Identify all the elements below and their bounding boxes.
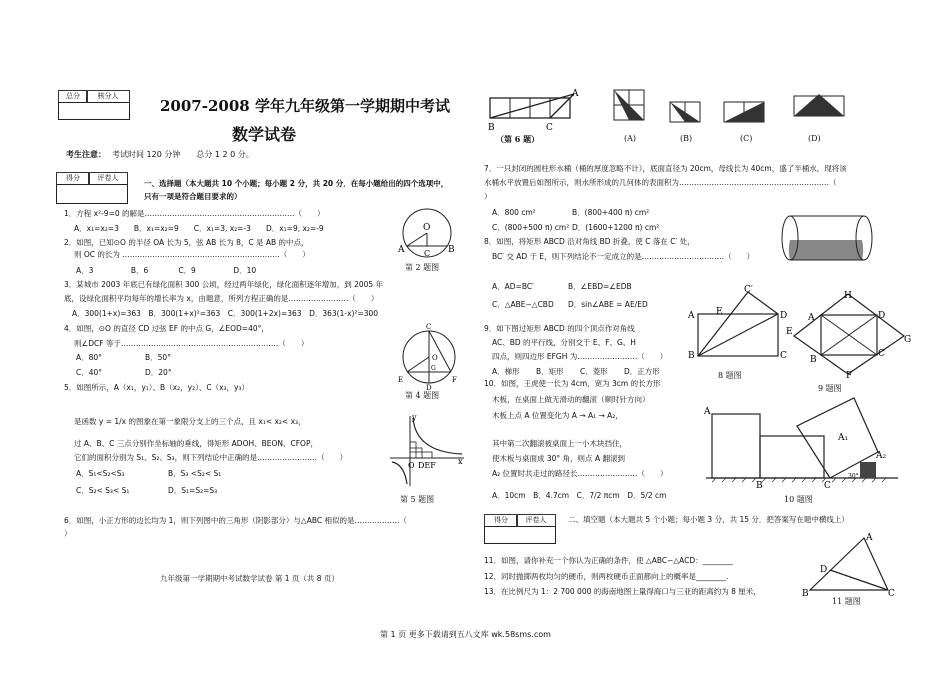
q3-options: A．300(1+x)=363 B．300(1+x)²=363 C．300(1+2x)=363 D．363(1-x)²=300 <box>72 309 379 318</box>
q2-options: A．3 B．6 C．9 D．10 <box>76 266 257 275</box>
q8-line1: 8．如图，将矩形 ABCD 沿对角线 BD 折叠，使 C 落在 C′ 处， <box>484 237 695 246</box>
q5-hyperbola-figure <box>386 412 468 488</box>
score-table-total: 总分 <box>58 90 88 103</box>
svg-text:C: C <box>426 323 432 331</box>
q2-line1: 2．如图，已知⊙O 的半径 OA 长为 5，弦 AB 长为 8，C 是 AB 的中点， <box>64 238 309 247</box>
svg-text:A: A <box>704 407 711 417</box>
section1-heading: 一、选择题（本大题共 10 个小题；每小题 2 分，共 20 分．在每小题给出的四个选项中， <box>144 179 449 188</box>
q4-option-b: B．50° <box>145 353 171 362</box>
q4-option-d: D．20° <box>145 368 172 377</box>
q4-option-a: A．80° <box>76 353 102 362</box>
q9-line1: 9．如下图过矩形 ABCD 的四个顶点作对角线 <box>484 324 635 333</box>
q10-line5: 使木板与桌面成 30° 角，则点 A 翻滚到 <box>492 454 625 463</box>
svg-text:B: B <box>810 355 817 365</box>
svg-text:D: D <box>820 565 828 575</box>
svg-text:G: G <box>904 335 912 345</box>
score-box-label: 得分 <box>56 172 90 185</box>
q5-line4: 它们的面积分别为 S₁、S₂、S₃，则下列结论中正确的是……………………（ ） <box>74 453 348 462</box>
svg-text:D: D <box>780 311 788 321</box>
q6-line2: ） <box>64 529 72 538</box>
q8-fig-caption: 8 题图 <box>718 371 742 380</box>
q9-rhombus-figure <box>786 288 912 381</box>
q3-line1: 3．某城市 2003 年底已有绿化面积 300 公顷，经过两年绿化，绿化面积逐年增加，到 2005 年 <box>64 280 384 289</box>
score-table-checker: 核分人 <box>86 90 130 103</box>
q9-option-a: A．梯形 <box>492 367 520 376</box>
svg-text:O: O <box>432 354 438 362</box>
svg-text:B: B <box>756 481 763 491</box>
q9-line3: 四点，则四边形 EFGH 为……………………（ ） <box>492 352 668 361</box>
svg-text:A: A <box>866 533 873 543</box>
svg-text:x: x <box>458 457 463 466</box>
q8-option-b: B．∠EBD=∠EDB <box>568 282 632 291</box>
q5-line1: 5．如图所示，A（x₁，y₁）、B（x₂，y₂）、C（x₃，y₃） <box>64 383 249 392</box>
q5-option-a: A．S₁<S₂<S₃ <box>76 469 125 478</box>
svg-text:A: A <box>572 89 579 99</box>
q3-line2: 底，设绿化面积平均每年的增长率为 x，由题意，所列方程正确的是……………………（ ） <box>64 294 379 303</box>
q5-line2: 是函数 y = 1/x 的图象在第一象限分支上的三个点，且 x₁< x₂< x₃， <box>74 417 306 426</box>
q9-option-b: B．矩形 <box>536 367 564 376</box>
q13-text: 13．在比例尺为 1：2 700 000 的海南地图上量得海口与三亚的距离约为 8 厘米， <box>484 587 761 596</box>
svg-text:C: C <box>888 589 895 599</box>
section2-heading: 二、填空题（本大题共 5 个小题；每小题 3 分，共 15 分．把答案写在题中横线上） <box>568 515 849 524</box>
q6-option-c-label: (C) <box>740 134 753 143</box>
q9-option-c: C．菱形 <box>580 367 608 376</box>
svg-text:C: C <box>546 123 553 133</box>
q5-line3: 过 A、B、C 三点分别作坐标轴的垂线，得矩形 ADOH、BEON、CFOP， <box>74 439 318 448</box>
q6-option-b-figure[interactable] <box>666 92 706 126</box>
svg-text:F: F <box>452 376 457 384</box>
q8-option-c: C．△ABE∽△CBD <box>492 300 554 309</box>
q10-line4: 其中第二次翻滚被桌面上一小木块挡住， <box>492 439 627 448</box>
score-table-blank-row[interactable] <box>58 102 130 120</box>
q10-fig-caption: 10 题图 <box>784 495 813 504</box>
svg-text:C: C <box>824 481 831 491</box>
q2-line2: 则 OC 的长为 ………………………………………………………（ ） <box>74 250 310 259</box>
svg-text:B: B <box>802 589 809 599</box>
svg-text:G: G <box>431 365 436 372</box>
q4-line2: 则∠DCF 等于………………………………………………………（ ） <box>74 339 309 348</box>
q2-fig-caption: 第 2 题图 <box>405 263 440 272</box>
footer-center[interactable]: 第 1 页 更多下载请到五八文库 wk.58sms.com <box>380 630 551 639</box>
q11-text: 11．如图，请你补充一个你认为正确的条件，使 △ABC∽△ACD：________ <box>484 556 733 565</box>
q1-options: A．x₁=x₂=3 B．x₁=x₂=9 C．x₁=3, x₂=-3 D．x₁=9, x₂=-9 <box>74 224 324 233</box>
q7-line3: ） <box>484 192 492 201</box>
svg-text:E: E <box>716 307 723 317</box>
svg-text:A: A <box>808 313 815 323</box>
svg-text:y: y <box>412 413 417 422</box>
q1-text: 1．方程 x²-9=0 的解是……………………………………………………（ ） <box>64 209 325 218</box>
svg-text:A₂: A₂ <box>876 451 887 461</box>
grader-box-label: 评卷人 <box>88 172 128 185</box>
q7-line1: 7．一只封闭的圆柱形水桶（桶的厚度忽略不计），底面直径为 20cm，母线长为 40cm，盛了半桶水，现将该 <box>484 164 847 173</box>
q5-option-c: C．S₂< S₃< S₁ <box>76 486 130 495</box>
q8-rectangle-fold-figure <box>686 286 790 368</box>
svg-text:E: E <box>786 327 793 337</box>
svg-text:H: H <box>844 291 852 301</box>
svg-text:A₁: A₁ <box>838 433 849 443</box>
svg-text:B: B <box>688 351 695 361</box>
q11-triangle-figure <box>800 530 896 600</box>
q5-fig-caption: 第 5 题图 <box>400 495 435 504</box>
svg-text:D: D <box>878 311 886 321</box>
svg-text:E: E <box>398 376 404 384</box>
svg-text:A: A <box>398 245 405 255</box>
section1-heading-cont: 只有一项是符合题目要求的） <box>144 192 242 201</box>
svg-text:C′: C′ <box>744 285 753 295</box>
q6-option-c-figure[interactable] <box>720 92 770 126</box>
q2-circle-figure <box>396 206 462 262</box>
svg-text:30°: 30° <box>848 473 859 480</box>
q7-option-d: D．(1600+1200 π) cm² <box>572 223 660 232</box>
footer-left-page: 九年级第一学期期中考试数学试卷 第 1 页（共 8 页） <box>160 574 339 583</box>
q8-line2: BC′ 交 AD 于 E，则下列结论不一定成立的是……………………………（ ） <box>492 252 755 261</box>
svg-text:O: O <box>423 223 431 233</box>
q4-option-c: C．40° <box>76 368 103 377</box>
svg-text:C: C <box>424 249 431 258</box>
q6-option-d-label: (D) <box>808 134 821 143</box>
q7-option-b: B．(800+400 π) cm² <box>572 208 650 217</box>
q10-rolling-board-figure <box>702 396 902 491</box>
q12-text: 12．同时抛掷两枚均匀的硬币，则两枚硬币正面都向上的概率是________. <box>484 572 729 581</box>
q9-fig-caption: 9 题图 <box>818 384 842 393</box>
q7-cylinder-figure <box>780 206 876 268</box>
q9-option-d: D．正方形 <box>624 367 660 376</box>
q10-line1: 10．如图，王虎使一长为 4cm，宽为 3cm 的长方形 <box>484 379 661 388</box>
q10-options: A．10cm B．4.7cm C．7/2 πcm D．5/2 cm <box>492 491 667 500</box>
svg-text:O: O <box>408 461 415 470</box>
score-box2-label: 得分 <box>484 514 518 527</box>
svg-text:C: C <box>878 349 885 359</box>
page-title: 2007-2008 学年九年级第一学期期中考试 <box>160 97 450 115</box>
q6-option-b-label: (B) <box>680 134 693 143</box>
q5-option-b: B．S₃ <S₂< S₁ <box>168 469 222 478</box>
q6-option-a-figure[interactable] <box>610 86 650 126</box>
q7-option-a: A．800 cm² <box>492 208 536 217</box>
q5-option-d: D．S₁=S₂=S₃ <box>168 486 218 495</box>
q7-option-c: C．(800+500 π) cm² <box>492 223 570 232</box>
q10-line6: A₂ 位置时共走过的路径长……………………（ ） <box>492 469 668 478</box>
q11-fig-caption: 11 题图 <box>832 597 861 606</box>
q10-line3: 木板上点 A 位置变化为 A → A₁ → A₂， <box>492 411 623 420</box>
q8-option-a: A．AD=BC′ <box>492 282 534 291</box>
svg-text:B: B <box>488 123 495 133</box>
svg-text:A: A <box>688 311 695 321</box>
grader-box2-label: 评卷人 <box>516 514 556 527</box>
q6-option-d-figure[interactable] <box>790 86 850 126</box>
q9-line2: AC、BD 的平行线，分别交于 E、F、G、H <box>492 338 636 347</box>
q7-line2: 水桶水平放置后如图所示，则水所形成的几何体的表面积为……………………………………………………（ <box>484 178 837 187</box>
q4-fig-caption: 第 4 题图 <box>405 391 440 400</box>
notice-label: 考生注意： <box>66 150 106 159</box>
q4-circle-figure <box>396 322 462 390</box>
svg-text:D: D <box>426 384 432 392</box>
page-subtitle: 数学试卷 <box>232 125 297 144</box>
q8-option-d: D．sin∠ABE = AE/ED <box>568 300 648 309</box>
svg-text:DEF: DEF <box>418 461 436 470</box>
q6-fig-caption: （第 6 题） <box>496 134 540 144</box>
q6-line1: 6．如图，小正方形的边长均为 1，则下列图中的三角形（阴影部分）与△ABC 相似的是………………（ <box>64 516 407 525</box>
q6-option-a-label: (A) <box>624 134 637 143</box>
score-box-blank[interactable] <box>56 184 128 204</box>
svg-text:B: B <box>448 245 455 255</box>
q10-line2: 木板，在桌面上做无滑动的翻滚（顺时针方向） <box>492 395 650 404</box>
notice-text: 考试时间 120 分钟 总分 1 2 0 分。 <box>112 150 254 159</box>
score-box2-blank[interactable] <box>484 526 556 544</box>
svg-text:C: C <box>780 351 787 361</box>
q4-line1: 4．如图，⊙O 的直径 CD 过弦 EF 的中点 G，∠EOD=40°， <box>64 324 269 333</box>
svg-text:F: F <box>846 371 853 381</box>
